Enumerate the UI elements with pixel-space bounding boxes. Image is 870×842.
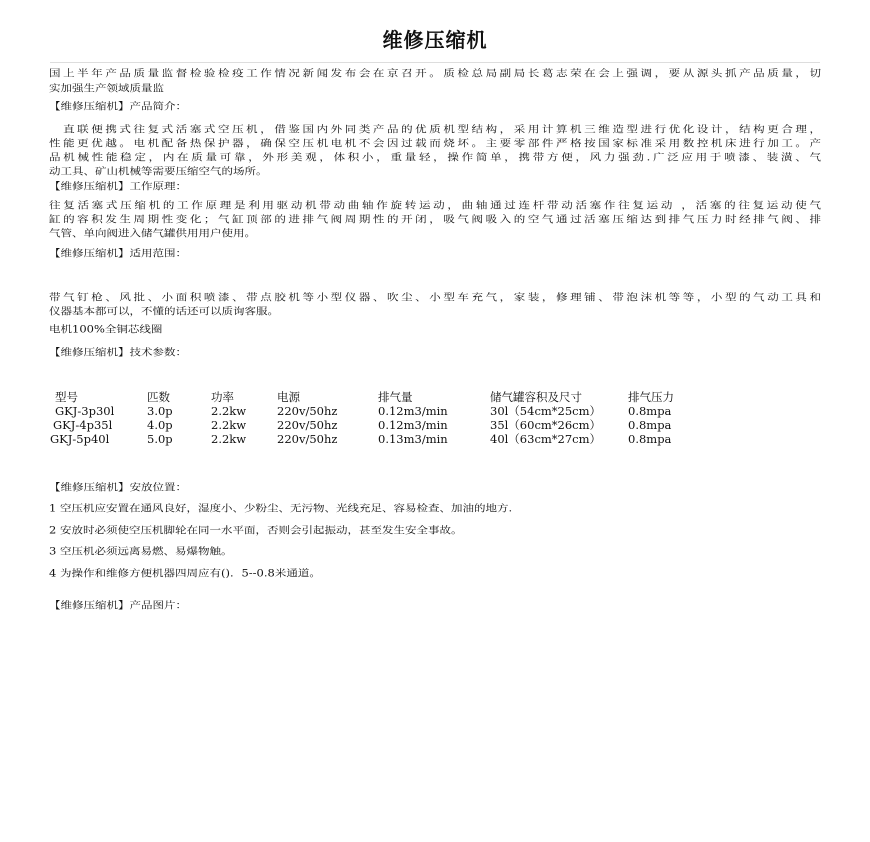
table-cell: 2.2kw (211, 404, 247, 418)
table-cell: 3.0p (147, 404, 173, 418)
table-cell: 35l（60cm*26cm） (490, 418, 602, 432)
table-cell: 220v/50hz (277, 404, 338, 418)
placement-item: 1 空压机应安置在通风良好，湿度小、少粉尘、无污物、光线充足、容易检查、加油的地方. (49, 502, 513, 514)
principle-line: 缸的容积发生周期性变化；气缸顶部的进排气阀周期性的开闭，吸气阀吸入的空气通过活塞压缩达到排气压力时经排气阀、排 (49, 213, 821, 225)
table-cell: 0.12m3/min (378, 418, 448, 432)
table-cell: 0.8mpa (628, 418, 672, 432)
table-cell: 2.2kw (211, 418, 247, 432)
table-cell: 30l（54cm*25cm） (490, 404, 602, 418)
section-heading-placement: 【维修压缩机】安放位置： (49, 481, 187, 493)
news-line: 国上半年产品质量监督检验检疫工作情况新闻发布会在京召开。质检总局副局长葛志荣在会上强调，要从源头抓产品质量，切 (49, 67, 821, 79)
section-heading-overview: 【维修压缩机】产品简介： (49, 100, 187, 112)
divider (50, 62, 820, 63)
table-cell: GKJ-5p40l (50, 432, 110, 446)
placement-item: 2 安放时必须使空压机脚轮在同一水平面，否则会引起振动，甚至发生安全事故。 (49, 524, 463, 536)
placement-item: 4 为操作和维修方便机器四周应有()．5--0.8米通道。 (49, 567, 321, 579)
section-heading-specs: 【维修压缩机】技术参数： (49, 346, 187, 358)
page-title: 维修压缩机 (382, 28, 488, 52)
table-cell: 2.2kw (211, 432, 247, 446)
table-cell: 0.8mpa (628, 432, 672, 446)
table-cell: 220v/50hz (277, 432, 338, 446)
principle-line: 往复活塞式压缩机的工作原理是利用驱动机带动曲轴作旋转运动，曲轴通过连杆带动活塞作往复运动 ，活塞的往复运动使气 (49, 199, 821, 211)
table-cell: 5.0p (147, 432, 173, 446)
table-cell: 40l（63cm*27cm） (490, 432, 602, 446)
table-cell: 0.8mpa (628, 404, 672, 418)
table-header-cell: 匹数 (147, 390, 170, 404)
scope-line: 带气钉枪、风批、小面积喷漆、带点胶机等小型仪器、吹尘、小型车充气，家装，修理铺、带泡沫机等等，小型的气动工具和 (49, 291, 821, 303)
scope-line: 仪器基本都可以，不懂的话还可以质询客服。 (49, 305, 279, 317)
table-cell: 0.12m3/min (378, 404, 448, 418)
table-cell: GKJ-3p30l (55, 404, 115, 418)
table-cell: GKJ-4p35l (53, 418, 113, 432)
overview-line: 动工具、矿山机械等需要压缩空气的场所。 (49, 165, 268, 177)
overview-line: 品机械性能稳定，内在质量可靠，外形美观，体积小，重量轻，操作简单，携带方便，风力强劲.广泛应用于喷漆、装潢、气 (49, 151, 821, 163)
motor-note: 电机100%全铜芯线圈 (49, 323, 163, 335)
section-heading-scope: 【维修压缩机】适用范围： (49, 247, 187, 259)
table-header-cell: 排气压力 (628, 390, 674, 404)
table-cell: 0.13m3/min (378, 432, 448, 446)
principle-line: 气管、单向阀进入储气罐供用用户使用。 (49, 227, 256, 239)
table-header-cell: 排气量 (378, 390, 413, 404)
section-heading-pictures: 【维修压缩机】产品图片： (49, 599, 187, 611)
table-header-cell: 电源 (277, 390, 300, 404)
table-cell: 4.0p (147, 418, 173, 432)
section-heading-principle: 【维修压缩机】工作原理： (49, 180, 187, 192)
overview-line: 直联便携式往复式活塞式空压机，借鉴国内外同类产品的优质机型结构，采用计算机三维造型进行优化设计，结构更合理， (49, 123, 821, 135)
table-header-cell: 储气罐容积及尺寸 (490, 390, 582, 404)
overview-line: 性能更优越。电机配备热保护器，确保空压机电机不会因过载而烧坏。主要零部件严格按国家标准采用数控机床进行加工。产 (49, 137, 821, 149)
table-cell: 220v/50hz (277, 418, 338, 432)
table-header-cell: 型号 (55, 390, 78, 404)
news-line: 实加强生产领域质量监 (49, 82, 164, 94)
placement-item: 3 空压机必须远离易燃、易爆物触。 (49, 545, 233, 557)
table-header-cell: 功率 (211, 390, 234, 404)
